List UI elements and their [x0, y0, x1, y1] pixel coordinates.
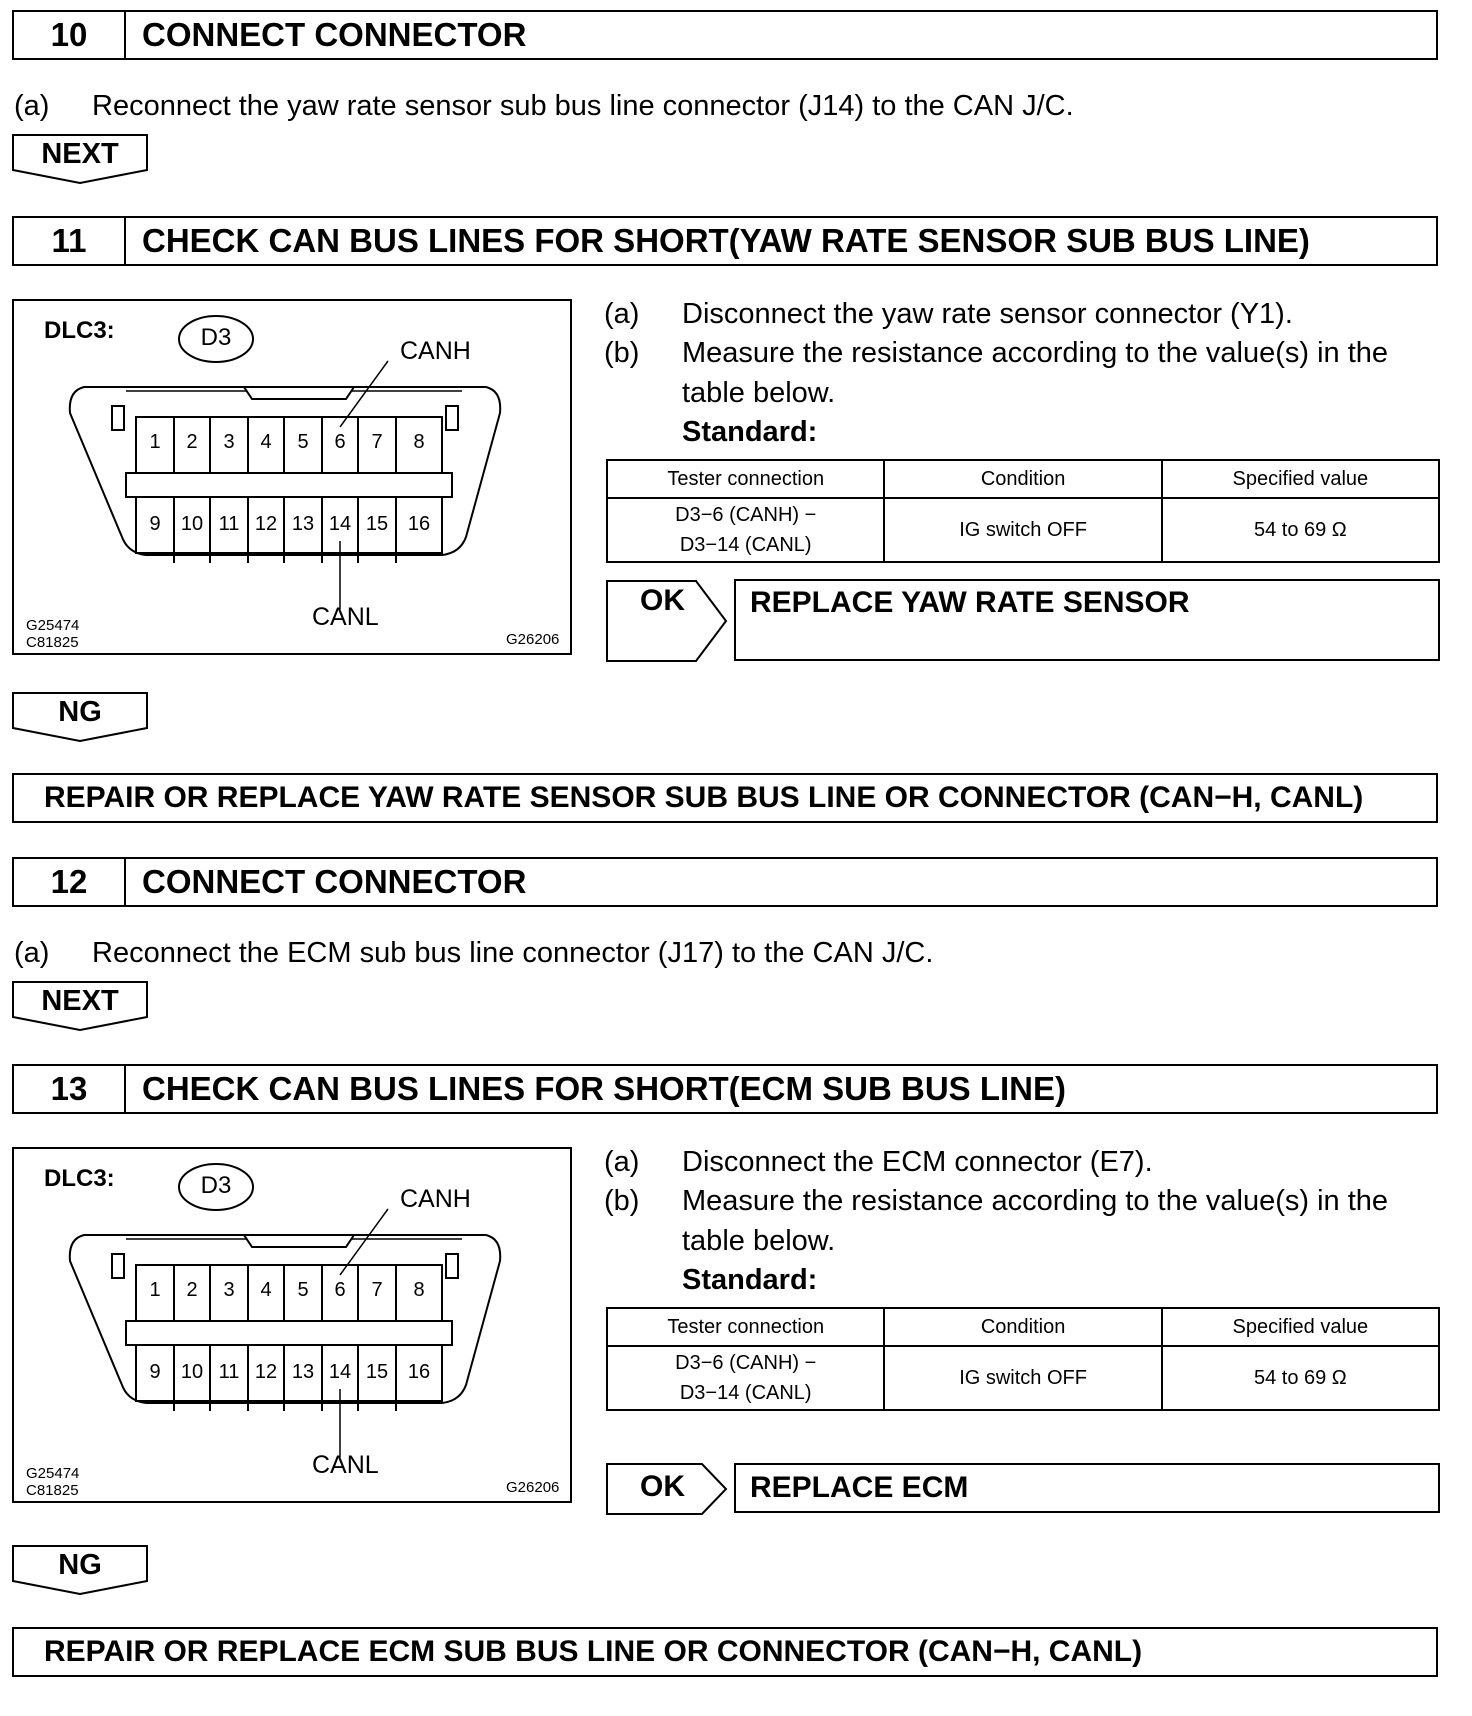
connector-id: D3 [200, 324, 232, 351]
pin: 11 [218, 1361, 240, 1383]
next-label: NEXT [41, 985, 119, 1017]
cell-connection [607, 1346, 884, 1410]
pin: 8 [413, 431, 425, 453]
ng-action-box: REPAIR OR REPLACE YAW RATE SENSOR SUB BUS LINE OR CONNECTOR (CAN−H, CANL) [12, 773, 1438, 823]
item-label: (b) [604, 1185, 640, 1217]
col-header: Condition [884, 1308, 1161, 1346]
pin: 12 [254, 1361, 278, 1383]
item-label: (a) [14, 937, 50, 969]
ok-label: OK [640, 584, 685, 617]
next-arrow[interactable] [12, 134, 148, 184]
step-10-header [12, 10, 1438, 60]
step-title: CONNECT CONNECTOR [142, 16, 527, 53]
item-text: Reconnect the yaw rate sensor sub bus line connector (J14) to the CAN J/C. [92, 90, 1074, 122]
ng-arrow[interactable] [12, 1545, 148, 1595]
pin: 12 [254, 513, 278, 535]
pin: 10 [180, 513, 204, 535]
connector-id: D3 [200, 1172, 232, 1199]
cell-condition: IG switch OFF [884, 498, 1161, 562]
ok-action-box: REPLACE ECM [734, 1463, 1440, 1513]
step-number: 12 [14, 859, 126, 905]
ng-label: NG [58, 696, 102, 728]
item-text: Measure the resistance according to the value(s) in the [682, 1185, 1389, 1217]
step-title: CHECK CAN BUS LINES FOR SHORT(YAW RATE SENSOR SUB BUS LINE) [142, 222, 1310, 259]
cell-condition: IG switch OFF [884, 1346, 1161, 1410]
standard-label: Standard: [682, 416, 818, 448]
cell-value: 54 to 69 Ω [1162, 1346, 1439, 1410]
item-b-continuation: table below. [682, 377, 836, 409]
pin: 6 [334, 1279, 346, 1301]
col-header: Tester connection [607, 1308, 884, 1346]
ng-label: NG [58, 1549, 102, 1581]
figure-code-2: C81825 [26, 634, 79, 651]
pin: 5 [297, 431, 309, 453]
connection-line: D3−6 (CANH) − [675, 1352, 817, 1374]
pin: 5 [297, 1279, 309, 1301]
col-header: Specified value [1162, 460, 1439, 498]
step-11-item-b [604, 335, 1444, 371]
canh-label: CANH [400, 1185, 471, 1213]
figure-code-1: G25474 [26, 617, 80, 634]
pin: 14 [328, 1361, 352, 1383]
pin: 7 [371, 431, 383, 453]
item-text: Disconnect the yaw rate sensor connector (Y1). [682, 298, 1293, 330]
step-11-item-a [604, 296, 1444, 332]
table-row [607, 498, 1439, 562]
pin-row-top [136, 431, 442, 461]
canl-label: CANL [312, 1451, 379, 1479]
step-13-item-a [604, 1144, 1444, 1180]
canl-label: CANL [312, 603, 379, 631]
col-header: Specified value [1162, 1308, 1439, 1346]
pin: 16 [407, 1361, 431, 1383]
pin: 10 [180, 1361, 204, 1383]
table-row [607, 1346, 1439, 1410]
pin: 2 [186, 431, 198, 453]
pin: 6 [334, 431, 346, 453]
pin-row-bottom [136, 1361, 442, 1391]
ok-arrow[interactable] [606, 1463, 728, 1515]
pin-row-top [136, 1279, 442, 1309]
step-13-item-b [604, 1183, 1444, 1219]
next-label: NEXT [41, 138, 119, 170]
step-11-header [12, 216, 1438, 266]
item-text: Measure the resistance according to the value(s) in the [682, 337, 1389, 369]
pin: 4 [260, 1279, 272, 1301]
figure-code-3: G26206 [506, 631, 560, 648]
spec-table [606, 1307, 1440, 1411]
figure-code-1: G25474 [26, 1465, 80, 1482]
dlc3-connector-diagram [14, 301, 570, 653]
dlc3-connector-diagram [14, 1149, 570, 1501]
step-12-header [12, 857, 1438, 907]
figure-code-2: C81825 [26, 1482, 79, 1499]
item-label: (a) [14, 90, 50, 122]
item-b-continuation: table below. [682, 1225, 836, 1257]
figure-code-3: G26206 [506, 1479, 560, 1496]
spec-table [606, 459, 1440, 563]
pin: 1 [149, 431, 161, 453]
pin: 15 [365, 513, 389, 535]
pin: 3 [223, 1279, 235, 1301]
pin: 2 [186, 1279, 198, 1301]
pin: 16 [407, 513, 431, 535]
pin: 14 [328, 513, 352, 535]
connection-line: D3−14 (CANL) [679, 534, 812, 556]
next-arrow[interactable] [12, 981, 148, 1031]
pin: 1 [149, 1279, 161, 1301]
dlc3-figure [12, 1147, 572, 1503]
item-text: Disconnect the ECM connector (E7). [682, 1146, 1153, 1178]
ng-arrow[interactable] [12, 692, 148, 742]
col-header: Condition [884, 460, 1161, 498]
pin: 7 [371, 1279, 383, 1301]
connection-line: D3−14 (CANL) [679, 1382, 812, 1404]
ok-label: OK [640, 1470, 685, 1503]
connection-line: D3−6 (CANH) − [675, 504, 817, 526]
item-label: (a) [604, 298, 640, 330]
pin: 13 [291, 513, 315, 535]
pin: 15 [365, 1361, 389, 1383]
step-title: CHECK CAN BUS LINES FOR SHORT(ECM SUB BUS LINE) [142, 1070, 1067, 1107]
table-header-row [607, 460, 1439, 498]
step-13-header [12, 1064, 1438, 1114]
step-title: CONNECT CONNECTOR [142, 863, 527, 900]
dlc3-label: DLC3: [44, 317, 115, 344]
step-number: 13 [14, 1066, 126, 1112]
item-text: Reconnect the ECM sub bus line connector (J17) to the CAN J/C. [92, 937, 934, 969]
ok-arrow[interactable] [606, 580, 728, 662]
item-label: (a) [604, 1146, 640, 1178]
step-number: 11 [14, 218, 126, 264]
pin: 9 [149, 513, 161, 535]
pin-row-bottom [136, 513, 442, 543]
col-header: Tester connection [607, 460, 884, 498]
ok-action-box: REPLACE YAW RATE SENSOR [734, 579, 1440, 661]
pin: 13 [291, 1361, 315, 1383]
pin: 11 [218, 513, 240, 535]
item-label: (b) [604, 337, 640, 369]
step-number: 10 [14, 12, 126, 58]
canh-label: CANH [400, 337, 471, 365]
ng-action-box: REPAIR OR REPLACE ECM SUB BUS LINE OR CONNECTOR (CAN−H, CANL) [12, 1627, 1438, 1677]
pin: 9 [149, 1361, 161, 1383]
pin: 8 [413, 1279, 425, 1301]
dlc3-label: DLC3: [44, 1165, 115, 1192]
pin: 4 [260, 431, 272, 453]
dlc3-figure [12, 299, 572, 655]
table-header-row [607, 1308, 1439, 1346]
cell-value: 54 to 69 Ω [1162, 498, 1439, 562]
cell-connection [607, 498, 884, 562]
standard-label: Standard: [682, 1264, 818, 1296]
pin: 3 [223, 431, 235, 453]
